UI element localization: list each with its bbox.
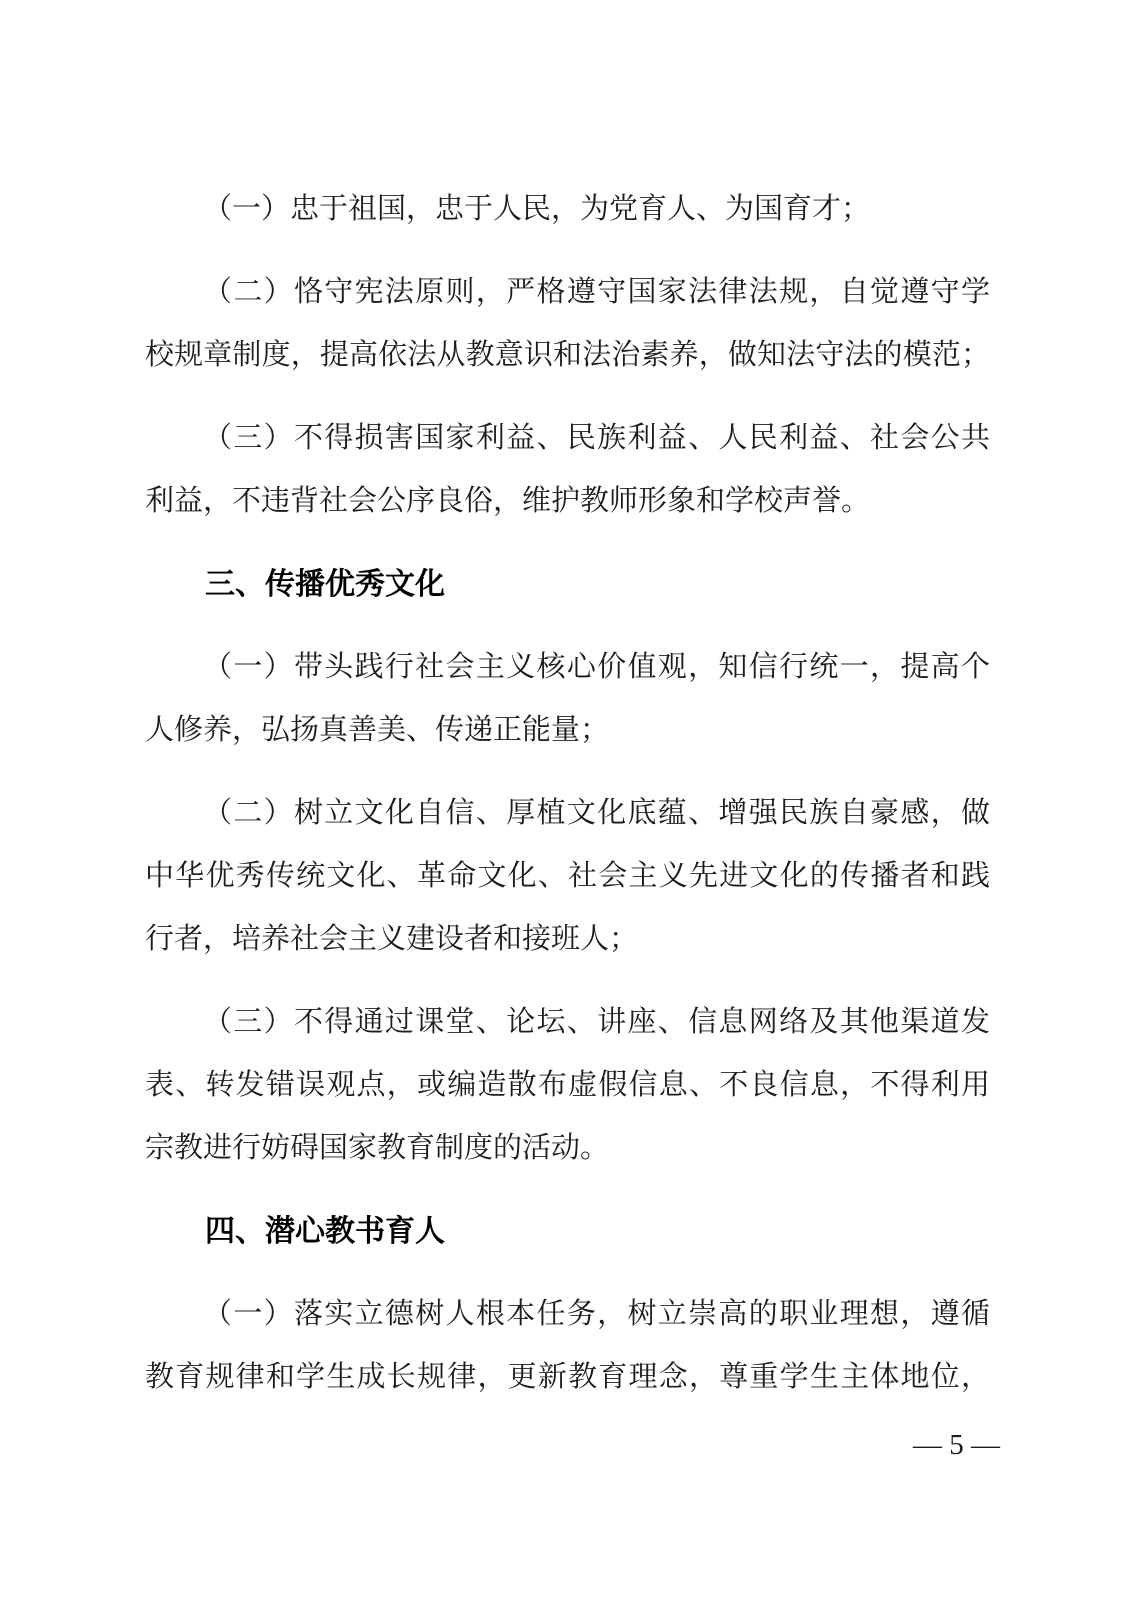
heading-text: 四、潜心教书育人 xyxy=(205,1215,445,1248)
text-line: 表、转发错误观点，或编造散布虚假信息、不良信息，不得利用 xyxy=(145,1069,990,1101)
text-line: （一）带头践行社会主义核心价值观，知信行统一，提高个 xyxy=(203,651,990,683)
text-line: 教育规律和学生成长规律，更新教育理念，尊重学生主体地位， xyxy=(145,1361,990,1393)
section-heading-4 xyxy=(145,1200,990,1263)
paragraph xyxy=(145,261,990,387)
section-heading-3 xyxy=(145,553,990,616)
paragraph xyxy=(145,407,990,533)
text-line: （二）恪守宪法原则，严格遵守国家法律法规，自觉遵守学 xyxy=(203,276,990,308)
text-line: （三）不得通过课堂、论坛、讲座、信息网络及其他渠道发 xyxy=(203,1006,990,1038)
heading-text: 三、传播优秀文化 xyxy=(205,568,445,601)
paragraph xyxy=(145,178,990,241)
text-line: （二）树立文化自信、厚植文化底蕴、增强民族自豪感，做 xyxy=(203,797,990,829)
paragraph xyxy=(145,782,990,971)
text-line: 校规章制度，提高依法从教意识和法治素养，做知法守法的模范； xyxy=(145,339,990,371)
paragraph xyxy=(145,636,990,762)
text-line: （一）忠于祖国，忠于人民，为党育人、为国育才； xyxy=(203,193,871,225)
text-line: （三）不得损害国家利益、民族利益、人民利益、社会公共 xyxy=(203,422,990,454)
text-line: 宗教进行妨碍国家教育制度的活动。 xyxy=(145,1132,610,1164)
page-number: — 5 — xyxy=(913,1429,1000,1461)
paragraph xyxy=(145,1283,990,1409)
paragraph xyxy=(145,991,990,1180)
text-line: （一）落实立德树人根本任务，树立崇高的职业理想，遵循 xyxy=(203,1298,990,1330)
text-line: 行者，培养社会主义建设者和接班人； xyxy=(145,923,639,955)
text-line: 利益，不违背社会公序良俗，维护教师形象和学校声誉。 xyxy=(145,485,871,517)
text-line: 中华优秀传统文化、革命文化、社会主义先进文化的传播者和践 xyxy=(145,860,990,892)
text-line: 人修养，弘扬真善美、传递正能量； xyxy=(145,714,610,746)
